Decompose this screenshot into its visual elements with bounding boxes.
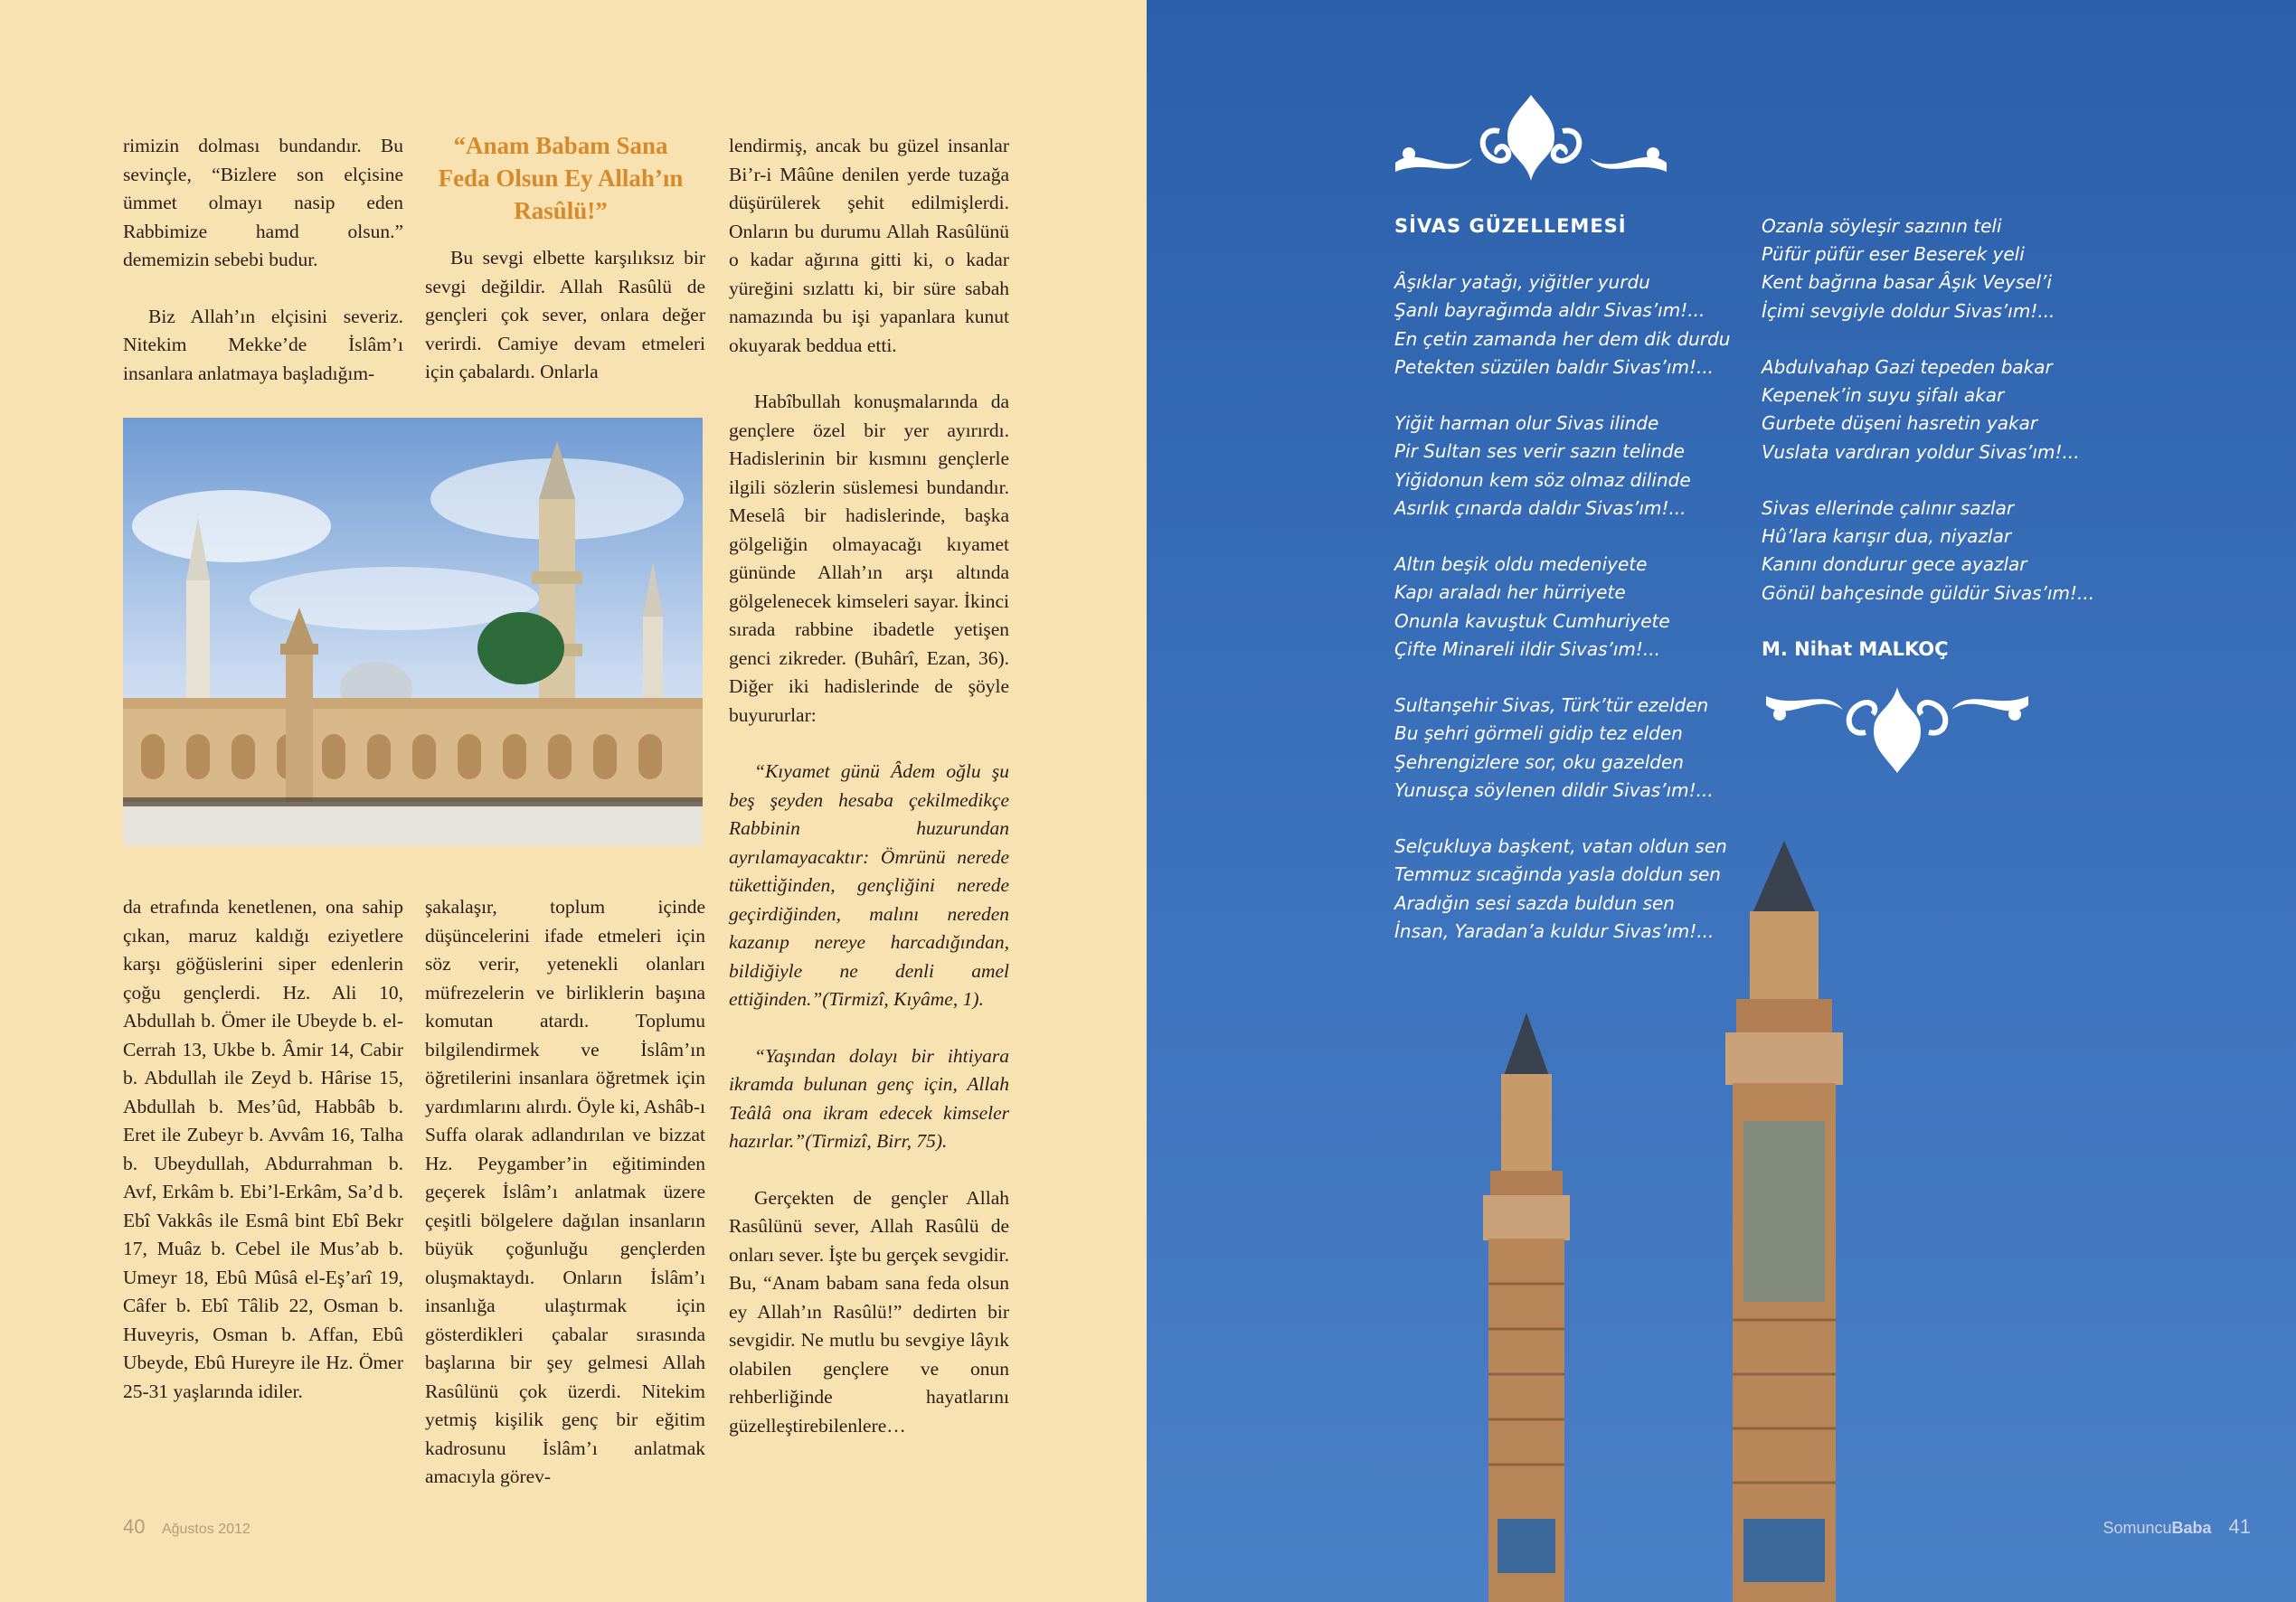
page-number: 40 — [123, 1515, 146, 1538]
poem-line: Gönül bahçesinde güldür Sivas’ım!... — [1762, 581, 2095, 604]
ornament-bottom-icon — [1762, 683, 2033, 773]
column-3 — [729, 132, 1009, 1440]
stanza — [1394, 692, 1730, 805]
left-page — [0, 0, 1147, 1602]
brand-part: Somuncu — [2102, 1519, 2172, 1537]
stanza — [1394, 410, 1730, 523]
poem-line: Yunusça söylenen dildir Sivas’ım!... — [1394, 778, 1714, 801]
poem-line: İnsan, Yaradan’a kuldur Sivas’ım!... — [1394, 919, 1715, 942]
column-1-bottom — [123, 893, 403, 1406]
poem-line: Asırlık çınarda daldır Sivas’ım!... — [1394, 496, 1687, 519]
poem-line: Petekten süzülen baldır Sivas’ım!... — [1394, 355, 1715, 378]
poem-line: Sultanşehir Sivas, Türk’tür ezelden — [1394, 694, 1709, 717]
hadith-quote: “Yaşından dolayı bir ihtiyara ikramda bulunan genç için, Allah Teâlâ ona ikram edecek kimseler hazırlar.”(Tirmizî, Birr, 75). — [729, 1044, 1009, 1152]
mosque-illustration — [123, 418, 703, 845]
paragraph: da etrafında kenetlenen, ona sahip çıkan, maruz kaldığı eziyetlere karşı göğüslerini siper edenlerin çoğu gençlerdi. Hz. Ali 10, Abdullah b. Ömer ile Ubeyde b. el-Cerrah 13, Ukbe b. Âmir 14, Cabir b. Abdullah ile Zeyd b. Hârise 15, Abdullah b. Mes’ûd, Habbâb b. Eret ile Zubeyr b. Avvâm 16, Talha b. Ubeydullah, Abdurrahman b. Avf, Erkâm b. Ebi’l-Erkâm, Sa’d b. Ebî Vakkâs ile Esmâ bint Ebî Bekr 17, Muâz b. Cebel ile Mus’ab b. Umeyr 18, Ebû Mûsâ el-Eş’arî 19, Câfer b. Ebî Tâlib 22, Osman b. Huveyris, Osman b. Affan, Ebû Ubeyde, Ebû Hureyre ile Hz. Ömer 25-31 yaşlarında idiler. — [123, 896, 403, 1402]
ornament-top-icon — [1391, 95, 1671, 190]
poem-line: Kapı araladı her hürriyete — [1394, 581, 1626, 604]
magazine-brand — [2102, 1519, 2211, 1537]
paragraph: Habîbullah konuşmalarında da gençlere özel bir yer ayırırdı. Hadislerinin bir kısmını gençlerle ilgili sözlerin süslemesi bundandır. Meselâ bir hadislerinde, başka gölgeliğin olmayacağı kıyamet gününde Allah’ın arşı altında gölgelenecek kimseleri sayar. İkinci sırada rabbine ibadetle yetişen genci zikreder. (Buhârî, Ezan, 36). Diğer iki hadislerinde de şöyle buyururlar: — [729, 391, 1009, 726]
poem-line: Selçukluya başkent, vatan oldun sen — [1394, 835, 1727, 858]
hadith-quote: “Kıyamet günü Âdem oğlu şu beş şeyden hesaba çekilmedikçe Rabbinin huzurundan ayrılamayacaktır: Ömrünü nerede tüketti̇ğinden, gençliğini nerede geçirdiğinden, malını nereden kazanıp nereye harcadığından, bildiğiyle ne denli amel ettiğinden.”(Tirmizî, Kıyâme, 1). — [729, 760, 1009, 1010]
page-number: 41 — [2228, 1515, 2251, 1538]
poem-line: Vuslata vardıran yoldur Sivas’ım!... — [1762, 440, 2080, 463]
brand-part: Baba — [2171, 1519, 2212, 1537]
poem-line: Ozanla söyleşir sazının teli — [1762, 215, 2002, 237]
poem-line: Sivas ellerinde çalınır sazlar — [1762, 497, 2015, 519]
poem-line: Temmuz sıcağında yasla doldun sen — [1394, 863, 1721, 886]
poem-line: Kent bağrına basar Âşık Veysel’i — [1762, 271, 2052, 294]
poem-line: Yiğit harman olur Sivas ilinde — [1394, 412, 1659, 435]
poem-line: En çetin zamanda her dem dik durdu — [1394, 327, 1731, 350]
poem-line: Onunla kavuştuk Cumhuriyete — [1394, 609, 1670, 632]
paragraph: Bu sevgi elbette karşılıksız bir sevgi değildir. Allah Rasûlü de gençleri çok sever, onlara değer verirdi. Camiye devam etmeleri için çabalardı. Onlarla — [425, 247, 705, 382]
stanza — [1762, 212, 2094, 325]
poem-left-column — [1394, 212, 1730, 974]
poem-line: Şehrengizlere sor, oku gazelden — [1394, 750, 1684, 773]
paragraph: Gerçekten de gençler Allah Rasûlünü sever, Allah Rasûlü de onları sever. İşte bu gerçek sevgidir. Bu, “Anam babam sana feda olsun ey Allah’ın Rasûlü!” dedirten bir sevgidir. Ne mutlu bu sevgiye lâyık olabilen gençlere ve onun rehberliğinde hayatlarını güzelleştirebilenlere… — [729, 1186, 1009, 1437]
paragraph: lendirmiş, ancak bu güzel insanlar Bi’r-i Mâûne denilen yerde tuzağa düşürülerek şehit edilmişlerdi. Onların bu durumu Allah Rasûlünü o kadar ağırına gitti ki, o kadar yüreğini sızlattı ki, bir süre sabah namazında bu işi yapanlara kunut okuyarak beddua etti. — [729, 135, 1009, 356]
column-2-bottom — [425, 893, 705, 1492]
poem-title: SİVAS GÜZELLEMESİ — [1394, 215, 1627, 237]
mosque-photo — [123, 418, 703, 845]
poem-line: Pir Sultan ses verir sazın telinde — [1394, 440, 1685, 463]
poem-line: Hû’lara karışır dua, niyazlar — [1762, 525, 2012, 548]
poem-line: Aradığın sesi sazda buldun sen — [1394, 891, 1675, 914]
poem-line: Şanlı bayrağımda aldır Sivas’ım!... — [1394, 299, 1705, 322]
stanza — [1762, 495, 2094, 608]
poem-line: Abdulvahap Gazi tepeden bakar — [1762, 356, 2053, 378]
paragraph: Biz Allah’ın elçisini severiz. Nitekim Mekke’de İslâm’ı insanlara anlatmaya başladığım- — [123, 305, 403, 384]
poem-line: Çifte Minareli ildir Sivas’ım!... — [1394, 637, 1661, 660]
right-page — [1147, 0, 2296, 1602]
poem-line: Kanını dondurur gece ayazlar — [1762, 553, 2027, 576]
stanza — [1762, 353, 2094, 466]
poem-line: Kepenek’in suyu şifalı akar — [1762, 384, 2005, 407]
page-footer-right — [2102, 1515, 2251, 1539]
poem-line: Gurbete düşeni hasretin yakar — [1762, 412, 2038, 435]
stanza — [1394, 833, 1730, 946]
poem-line: Bu şehri görmeli gidip tez elden — [1394, 722, 1683, 745]
page-footer-left — [123, 1515, 250, 1539]
poem-line: Altın beşik oldu medeniyete — [1394, 553, 1648, 576]
poem-line: Âşıklar yatağı, yiğitler yurdu — [1394, 271, 1650, 294]
pull-quote: “Anam Babam Sana Feda Olsun Ey Allah’ın Rasûlü!” — [438, 132, 684, 224]
paragraph: şakalaşır, toplum içinde düşüncelerini ifade etmeleri için söz verir, yetenekli olanları müfrezelerin ve birliklerin başına komutan atardı. Toplumu bilgilendirmek ve İslâm’ın öğretilerini insanlara öğretmek için yardımlarını alırdı. Öyle ki, Ashâb-ı Suffa olarak adlandırılan ve bizzat Hz. Peygamber’in eğitiminden geçerek İslâm’ı anlatmak üzere çeşitli bölgelere dağılan insanların büyük çoğunluğu gençlerden oluşmaktaydı. Onların İslâm’ı insanlığa ulaştırmak için gösterdikleri çabalar sırasında başlarına bir şey gelmesi Allah Rasûlünü çok üzerdi. Nitekim yetmiş kişilik genç bir eğitim kadrosunu İslâm’ı anlatmak amacıyla görev- — [425, 896, 705, 1487]
poem-line: Püfür püfür eser Beserek yeli — [1762, 243, 2025, 266]
poem-line: Yiğidonun kem söz olmaz dilinde — [1394, 468, 1691, 491]
stanza — [1394, 551, 1730, 664]
column-1-top — [123, 132, 403, 388]
poem-right-column — [1762, 212, 2094, 664]
column-2-top — [425, 244, 705, 387]
issue-date: Ağustos 2012 — [161, 1522, 250, 1537]
poem-line: İçimi sevgiyle doldur Sivas’ım!... — [1762, 299, 2055, 322]
stanza — [1394, 269, 1730, 382]
paragraph: rimizin dolması bundandır. Bu sevinçle, “Bizlere son elçisine ümmet olmayı nasip eden Rabbimize hamd olsun.” dememizin sebebi budur. — [123, 135, 403, 270]
poem-author: M. Nihat MALKOÇ — [1762, 638, 1949, 660]
